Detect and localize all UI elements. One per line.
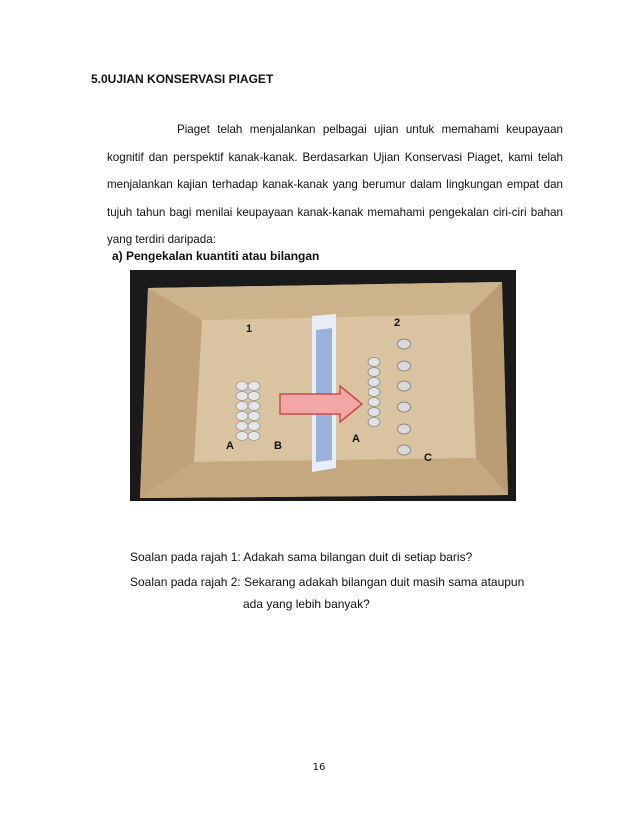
intro-paragraph: [107, 116, 563, 254]
question-2-continued: ada yang lebih banyak?: [243, 597, 370, 611]
intro-paragraph-text: Piaget telah menjalankan pelbagai ujian untuk memahami keupayaan kognitif dan perspektif kanak-kanak. Berdasarkan Ujian Konservasi Piaget, kami telah menjalankan kajian terhadap kanak-kanak yang berumur dalam lingkungan empat dan tujuh tahun bagi menilai keupayaan kanak-kanak memahami pengekalan ciri-ciri bahan yang terdiri daripada:: [107, 123, 563, 246]
section-heading: 5.0UJIAN KONSERVASI PIAGET: [91, 72, 274, 86]
figure-label-a-mid: A: [352, 433, 360, 445]
subsection-heading: a) Pengekalan kuantiti atau bilangan: [112, 249, 320, 263]
question-2: Soalan pada rajah 2: Sekarang adakah bilangan duit masih sama ataupun: [130, 575, 525, 589]
figure-label-b: B: [274, 440, 282, 452]
coin-conservation-photo: [130, 270, 516, 501]
figure-label-2: 2: [394, 317, 401, 329]
question-1: Soalan pada rajah 1: Adakah sama bilangan duit di setiap baris?: [130, 550, 473, 564]
figure-label-a-left: A: [226, 440, 234, 452]
figure-label-1: 1: [246, 323, 253, 335]
page-number: 16: [312, 762, 326, 773]
figure-label-c: C: [424, 452, 432, 464]
box-back-wall: [148, 282, 502, 320]
